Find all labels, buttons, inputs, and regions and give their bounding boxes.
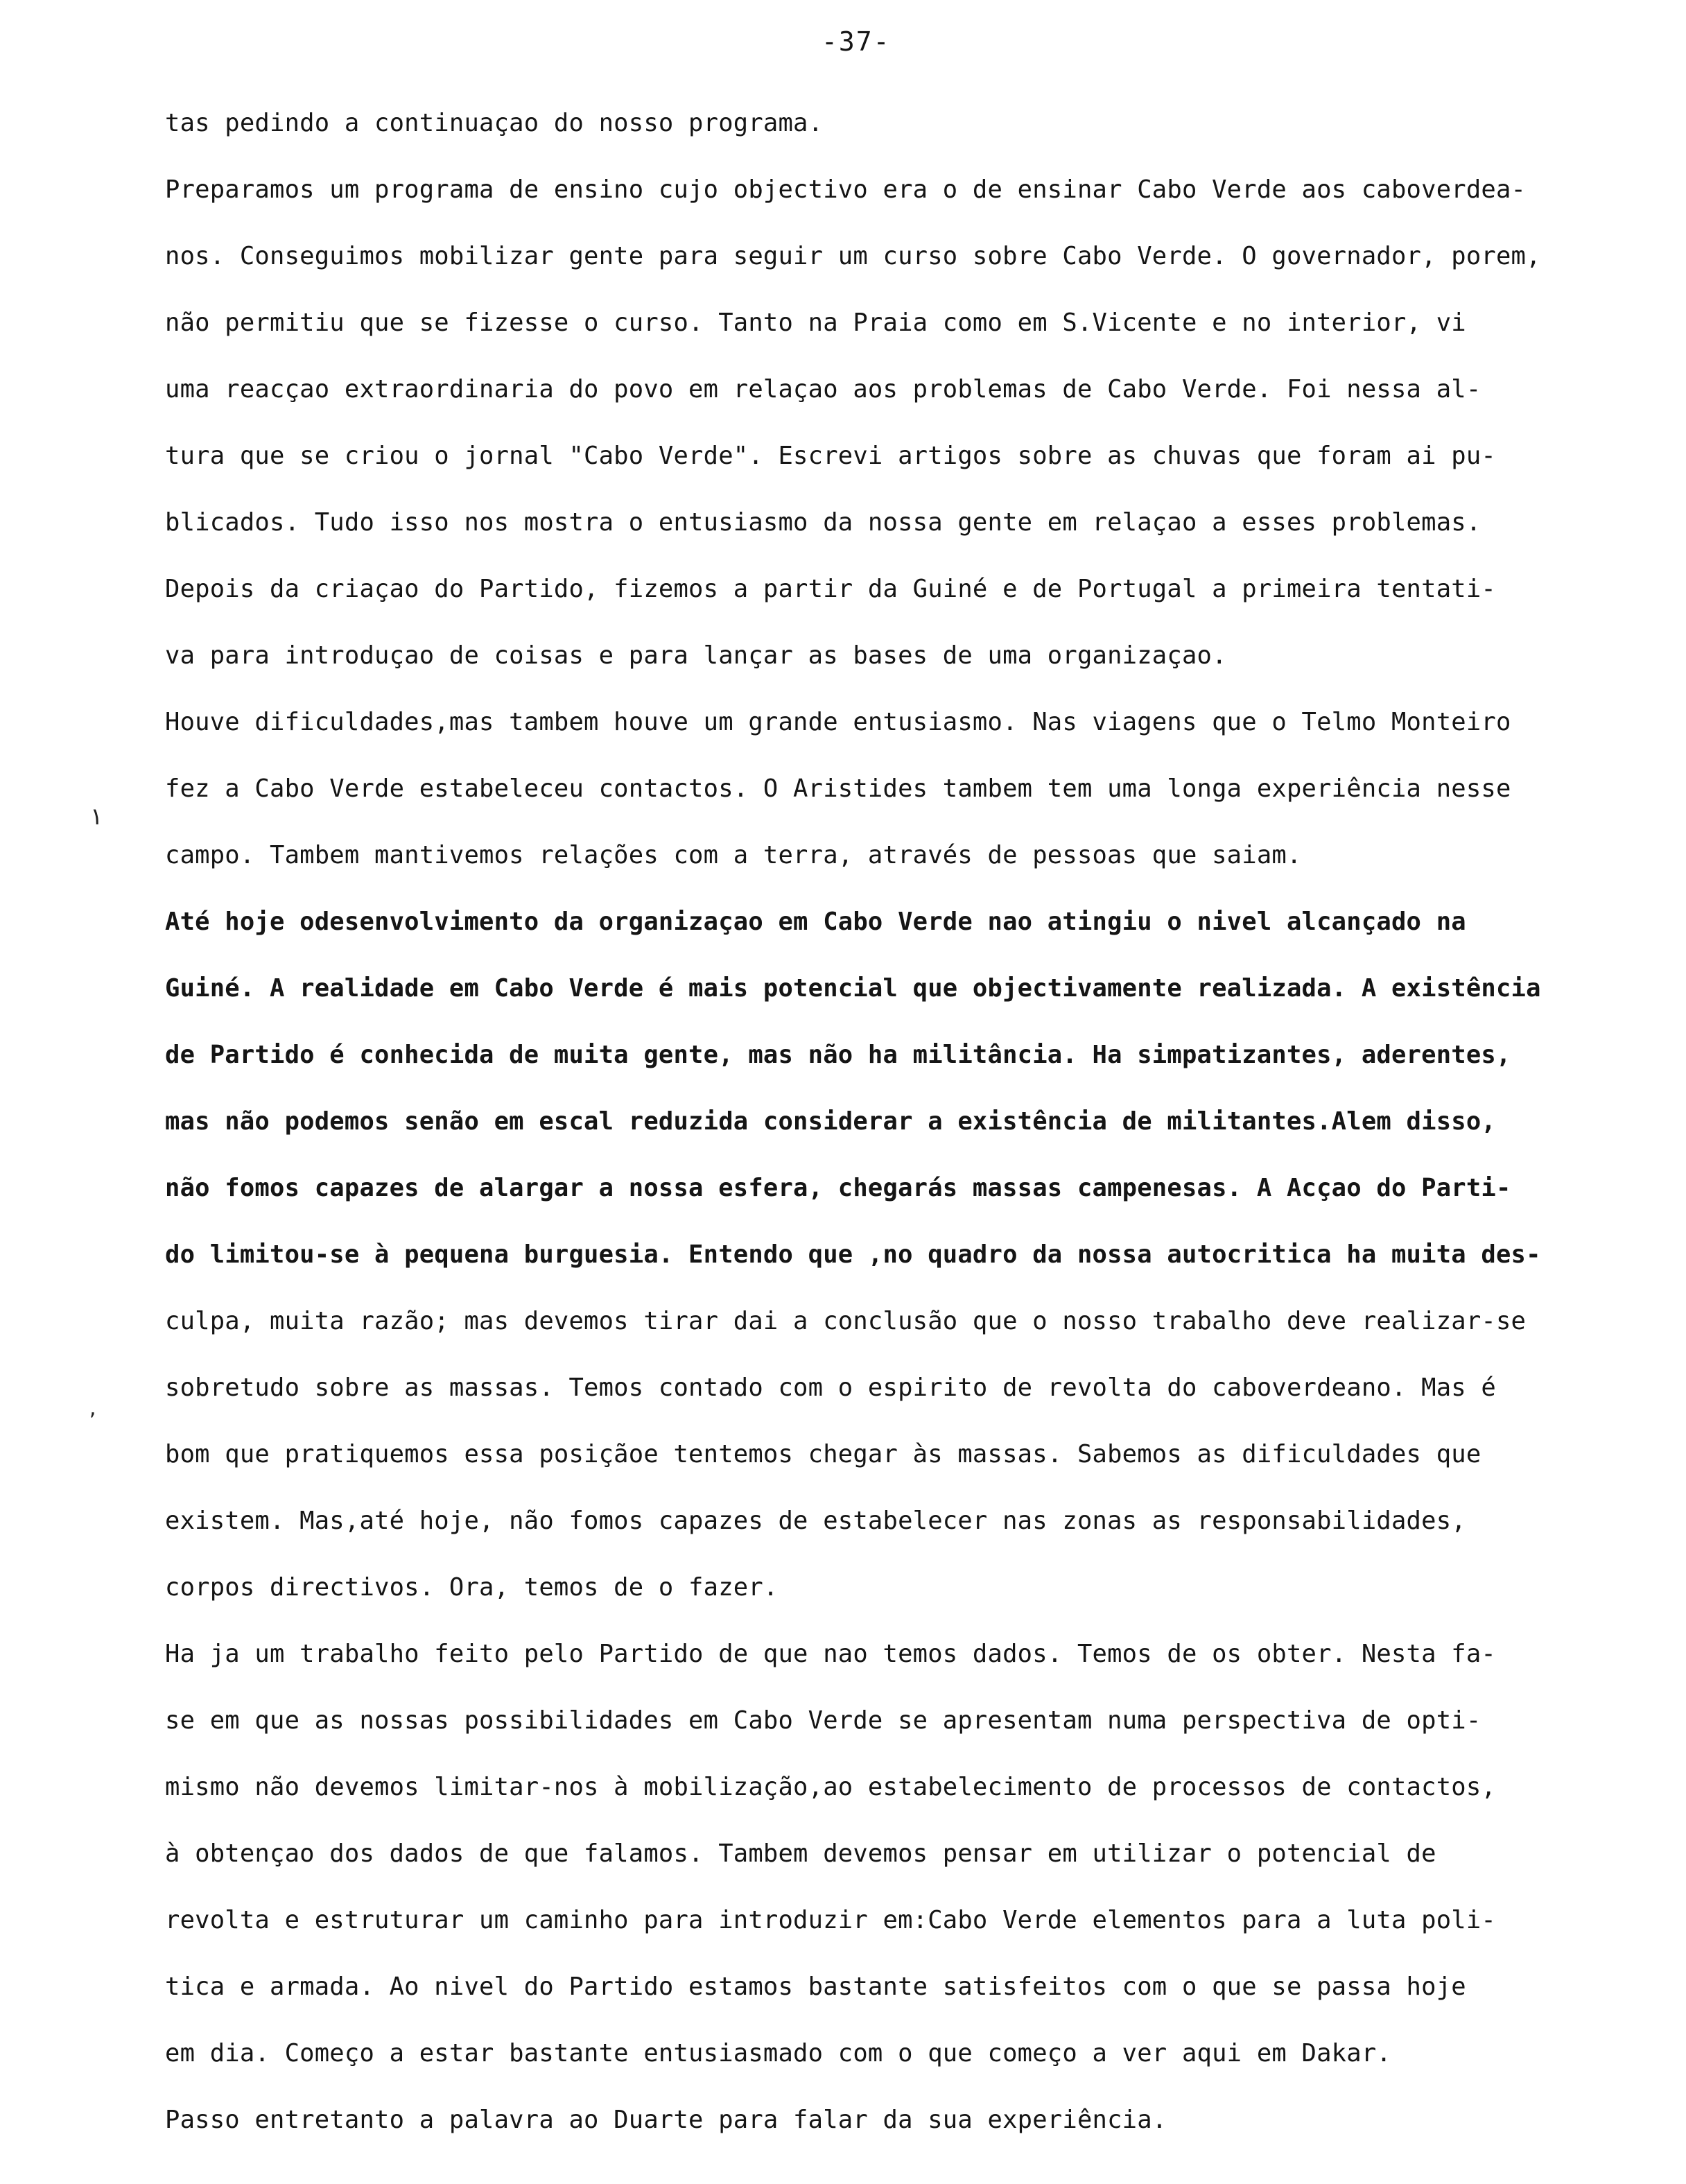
text-line: tas pedindo a continuaçao do nosso programa.: [165, 109, 824, 137]
text-line: mas não podemos senão em escal reduzida considerar a existência de militantes.Alem disso,: [165, 1107, 1496, 1136]
text-line: nos. Conseguimos mobilizar gente para seguir um curso sobre Cabo Verde. O governador, porem,: [165, 242, 1541, 270]
text-line: blicados. Tudo isso nos mostra o entusiasmo da nossa gente em relaçao a esses problemas.: [165, 508, 1481, 537]
margin-mark: ١: [89, 803, 103, 831]
text-line: Houve dificuldades,mas tambem houve um grande entusiasmo. Nas viagens que o Telmo Monteiro: [165, 708, 1511, 736]
text-line: sobretudo sobre as massas. Temos contado com o espirito de revolta do caboverdeano. Mas é: [165, 1373, 1496, 1402]
page-number: -37-: [822, 26, 891, 57]
text-line: uma reacçao extraordinaria do povo em relaçao aos problemas de Cabo Verde. Foi nessa al-: [165, 375, 1481, 404]
text-line: Passo entretanto a palavra ao Duarte para falar da sua experiência.: [165, 2106, 1167, 2134]
text-line: Até hoje odesenvolvimento da organizaçao em Cabo Verde nao atingiu o nivel alcançado na: [165, 908, 1466, 936]
text-line: à obtençao dos dados de que falamos. Tambem devemos pensar em utilizar o potencial de: [165, 1839, 1436, 1868]
text-line: Guiné. A realidade em Cabo Verde é mais potencial que objectivamente realizada. A existência: [165, 974, 1541, 1003]
text-line: revolta e estruturar um caminho para introduzir em:Cabo Verde elementos para a luta poli-: [165, 1906, 1496, 1934]
text-line: fez a Cabo Verde estabeleceu contactos. O Aristides tambem tem uma longa experiência nesse: [165, 774, 1511, 803]
text-line: não permitiu que se fizesse o curso. Tanto na Praia como em S.Vicente e no interior, vi: [165, 309, 1466, 337]
text-line: não fomos capazes de alargar a nossa esfera, chegarás massas campenesas. A Acçao do Parti-: [165, 1174, 1511, 1202]
text-line: existem. Mas,até hoje, não fomos capazes de estabelecer nas zonas as responsabilidades,: [165, 1507, 1466, 1535]
text-line: corpos directivos. Ora, temos de o fazer.: [165, 1573, 779, 1602]
text-line: Ha ja um trabalho feito pelo Partido de que nao temos dados. Temos de os obter. Nesta fa-: [165, 1640, 1496, 1668]
document-body: [165, 90, 1676, 2153]
text-line: va para introduçao de coisas e para lançar as bases de uma organizaçao.: [165, 641, 1227, 670]
text-line: de Partido é conhecida de muita gente, mas não ha militância. Ha simpatizantes, aderentes,: [165, 1041, 1511, 1069]
text-line: bom que pratiquemos essa posiçãoe tentemos chegar às massas. Sabemos as dificuldades que: [165, 1440, 1481, 1468]
text-line: em dia. Começo a estar bastante entusiasmado com o que começo a ver aqui em Dakar.: [165, 2039, 1391, 2068]
text-line: se em que as nossas possibilidades em Cabo Verde se apresentam numa perspectiva de opti-: [165, 1706, 1481, 1735]
text-line: campo. Tambem mantivemos relações com a terra, através de pessoas que saiam.: [165, 841, 1302, 869]
margin-mark: ,: [87, 1399, 98, 1420]
text-line: do limitou-se à pequena burguesia. Entendo que ,no quadro da nossa autocritica ha muita des-: [165, 1240, 1541, 1269]
text-line: mismo não devemos limitar-nos à mobilização,ao estabelecimento de processos de contactos,: [165, 1773, 1496, 1801]
text-line: Depois da criaçao do Partido, fizemos a partir da Guiné e de Portugal a primeira tentati-: [165, 575, 1496, 603]
text-line: Preparamos um programa de ensino cujo objectivo era o de ensinar Cabo Verde aos caboverdea-: [165, 175, 1527, 204]
text-line: tura que se criou o jornal "Cabo Verde". Escrevi artigos sobre as chuvas que foram ai pu-: [165, 442, 1496, 470]
text-line: culpa, muita razão; mas devemos tirar dai a conclusão que o nosso trabalho deve realizar-se: [165, 1307, 1527, 1335]
text-line: tica e armada. Ao nivel do Partido estamos bastante satisfeitos com o que se passa hoje: [165, 1973, 1466, 2001]
